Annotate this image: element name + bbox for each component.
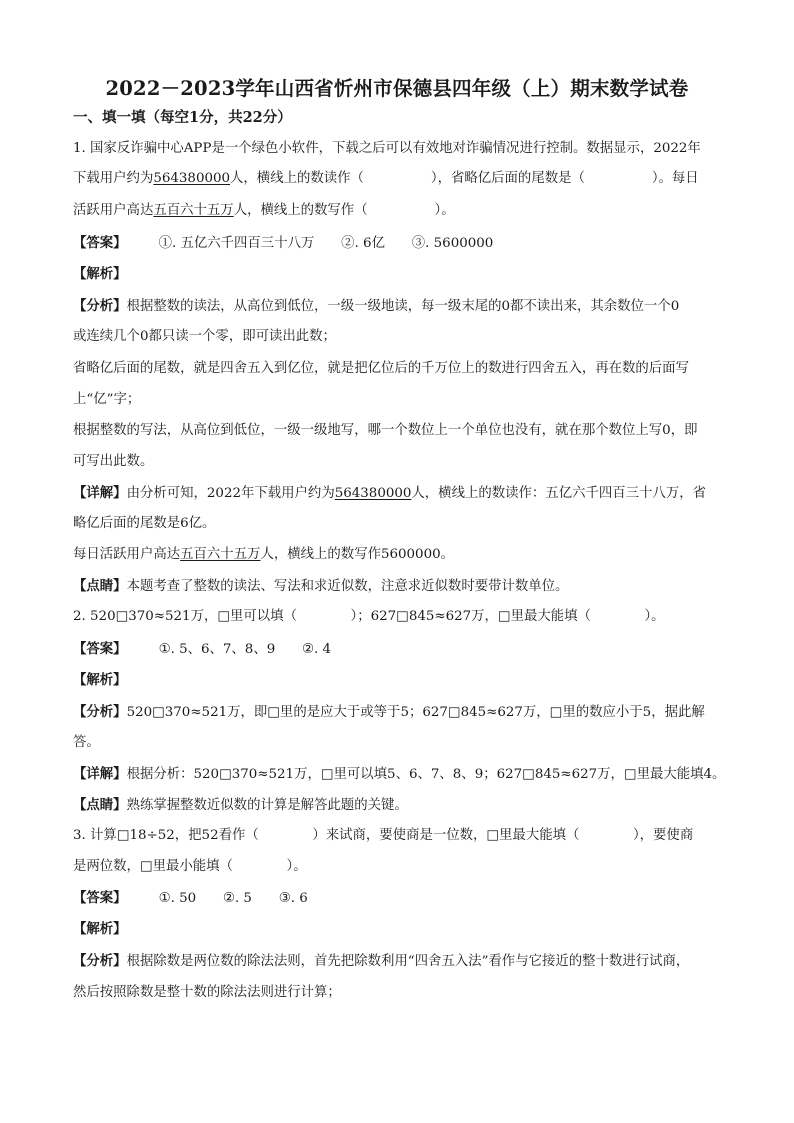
xiangjie-tag: 【详解】: [73, 485, 127, 501]
q1-underlined-number: 564380000: [153, 171, 231, 186]
q2-xiangjie: [73, 764, 724, 785]
q2-fenxi-text-1: 520□370≈521万，即□里的是应大于或等于5；627□845≈627万，□里的数应小于5，据此解: [126, 705, 705, 720]
q3-jiexi-tag: 【解析】: [73, 921, 127, 937]
q1-xiangjie-2: 略亿后面的尾数是6亿。: [73, 516, 216, 531]
dianjing-tag: 【点睛】: [73, 578, 127, 594]
q2-fenxi-2: 答。: [73, 735, 100, 750]
fenxi-tag: 【分析】: [73, 953, 127, 969]
q1-line2: [73, 169, 724, 189]
q1-line3-post: 人，横线上的数写作（ ）。: [233, 203, 455, 218]
q1-line2-pre: 下载用户约为: [73, 171, 154, 186]
q1-fenxi-5: 根据整数的写法，从高位到低位，一级一级地写，哪一个数位上一个单位也没有，就在那个数位上写0，即: [73, 423, 698, 438]
q1-line2-post: 人，横线上的数读作（ ），省略亿后面的尾数是（ ）。每日: [230, 171, 699, 186]
q1-xj3-pre: 每日活跃用户高达: [73, 547, 181, 562]
dianjing-tag: 【点睛】: [73, 797, 127, 813]
q1-xj1-underlined-number: 564380000: [334, 486, 412, 501]
section-heading: 一、填一填（每空1分，共22分）: [73, 109, 292, 126]
q1-fenxi-2: 或连续几个0都只读一个零，即可读出此数；: [73, 329, 336, 344]
q1-underlined-words: 五百六十五万: [153, 203, 234, 218]
answer-tag: 【答案】: [73, 641, 127, 657]
q2-jiexi-tag: 【解析】: [73, 672, 127, 688]
xiangjie-tag: 【详解】: [73, 766, 127, 782]
q1-line3: [73, 201, 724, 221]
q1-xiangjie-1: [73, 483, 724, 504]
q2-xiangjie-text: 根据分析：520□370≈521万，□里可以填5、6、7、8、9；627□845≈627万，□里最大能填4。: [126, 767, 726, 782]
answer-tag: 【答案】: [73, 235, 127, 251]
answer-tag: 【答案】: [73, 890, 127, 906]
q1-line1: 1. 国家反诈骗中心APP是一个绿色小软件，下载之后可以有效地对诈骗情况进行控制。数据显示，2022年: [73, 141, 701, 156]
q3-answer: [73, 888, 724, 909]
q1-answer-text: ①. 五亿六千四百三十八万 ②. 6亿 ③. 5600000: [158, 236, 494, 251]
q1-xj3-underlined-words: 五百六十五万: [180, 547, 261, 562]
q2-answer-text: ①. 5、6、7、8、9 ②. 4: [158, 642, 332, 657]
q2-dianjing: [73, 795, 724, 816]
q1-fenxi-text-1: 根据整数的读法，从高位到低位，一级一级地读，每一级末尾的0都不读出来，其余数位一个0: [126, 299, 680, 314]
q1-xj1-post: 人，横线上的数读作：五亿六千四百三十八万，省: [411, 486, 706, 501]
q1-dianjing: [73, 576, 724, 597]
q1-fenxi-6: 可写出此数。: [73, 454, 154, 469]
q1-jiexi-tag: 【解析】: [73, 266, 127, 282]
q3-answer-text: ①. 50 ②. 5 ③. 6: [158, 891, 308, 906]
q2-line1: 2. 520□370≈521万，□里可以填（ ）；627□845≈627万，□里最大能填（ ）。: [73, 609, 665, 624]
q3-line2: 是两位数，□里最小能填（ ）。: [73, 859, 307, 874]
q3-line1: 3. 计算□18÷52，把52看作（ ）来试商，要使商是一位数，□里最大能填（ ），要使商: [73, 828, 694, 843]
fenxi-tag: 【分析】: [73, 704, 127, 720]
q1-xj3-post: 人，横线上的数写作5600000。: [260, 547, 455, 562]
fenxi-tag: 【分析】: [73, 298, 127, 314]
q1-xiangjie-3: [73, 545, 724, 565]
q1-fenxi-4: 上“亿”字；: [73, 392, 141, 407]
q1-xj1-pre: 由分析可知，2022年下载用户约为: [126, 486, 335, 501]
q1-fenxi-3: 省略亿后面的尾数，就是四舍五入到亿位，就是把亿位后的千万位上的数进行四舍五入，再在数的后面写: [73, 361, 689, 376]
q1-line3-pre: 活跃用户高达: [73, 203, 154, 218]
q2-answer: [73, 639, 724, 660]
q3-fenxi-text-1: 根据除数是两位数的除法法则，首先把除数利用“四舍五入法”看作与它接近的整十数进行试商，: [126, 954, 690, 969]
q3-fenxi-1: [73, 951, 724, 972]
q1-dianjing-text: 本题考查了整数的读法、写法和求近似数，注意求近似数时要带计数单位。: [126, 579, 569, 594]
page-title: 2022－2023学年山西省忻州市保德县四年级（上）期末数学试卷: [105, 77, 689, 100]
q2-fenxi-1: [73, 702, 724, 723]
q3-fenxi-2: 然后按照除数是整十数的除法法则进行计算；: [73, 985, 341, 1000]
q2-dianjing-text: 熟练掌握整数近似数的计算是解答此题的关键。: [126, 798, 408, 813]
q1-answer: [73, 233, 724, 254]
q1-fenxi-1: [73, 296, 724, 317]
